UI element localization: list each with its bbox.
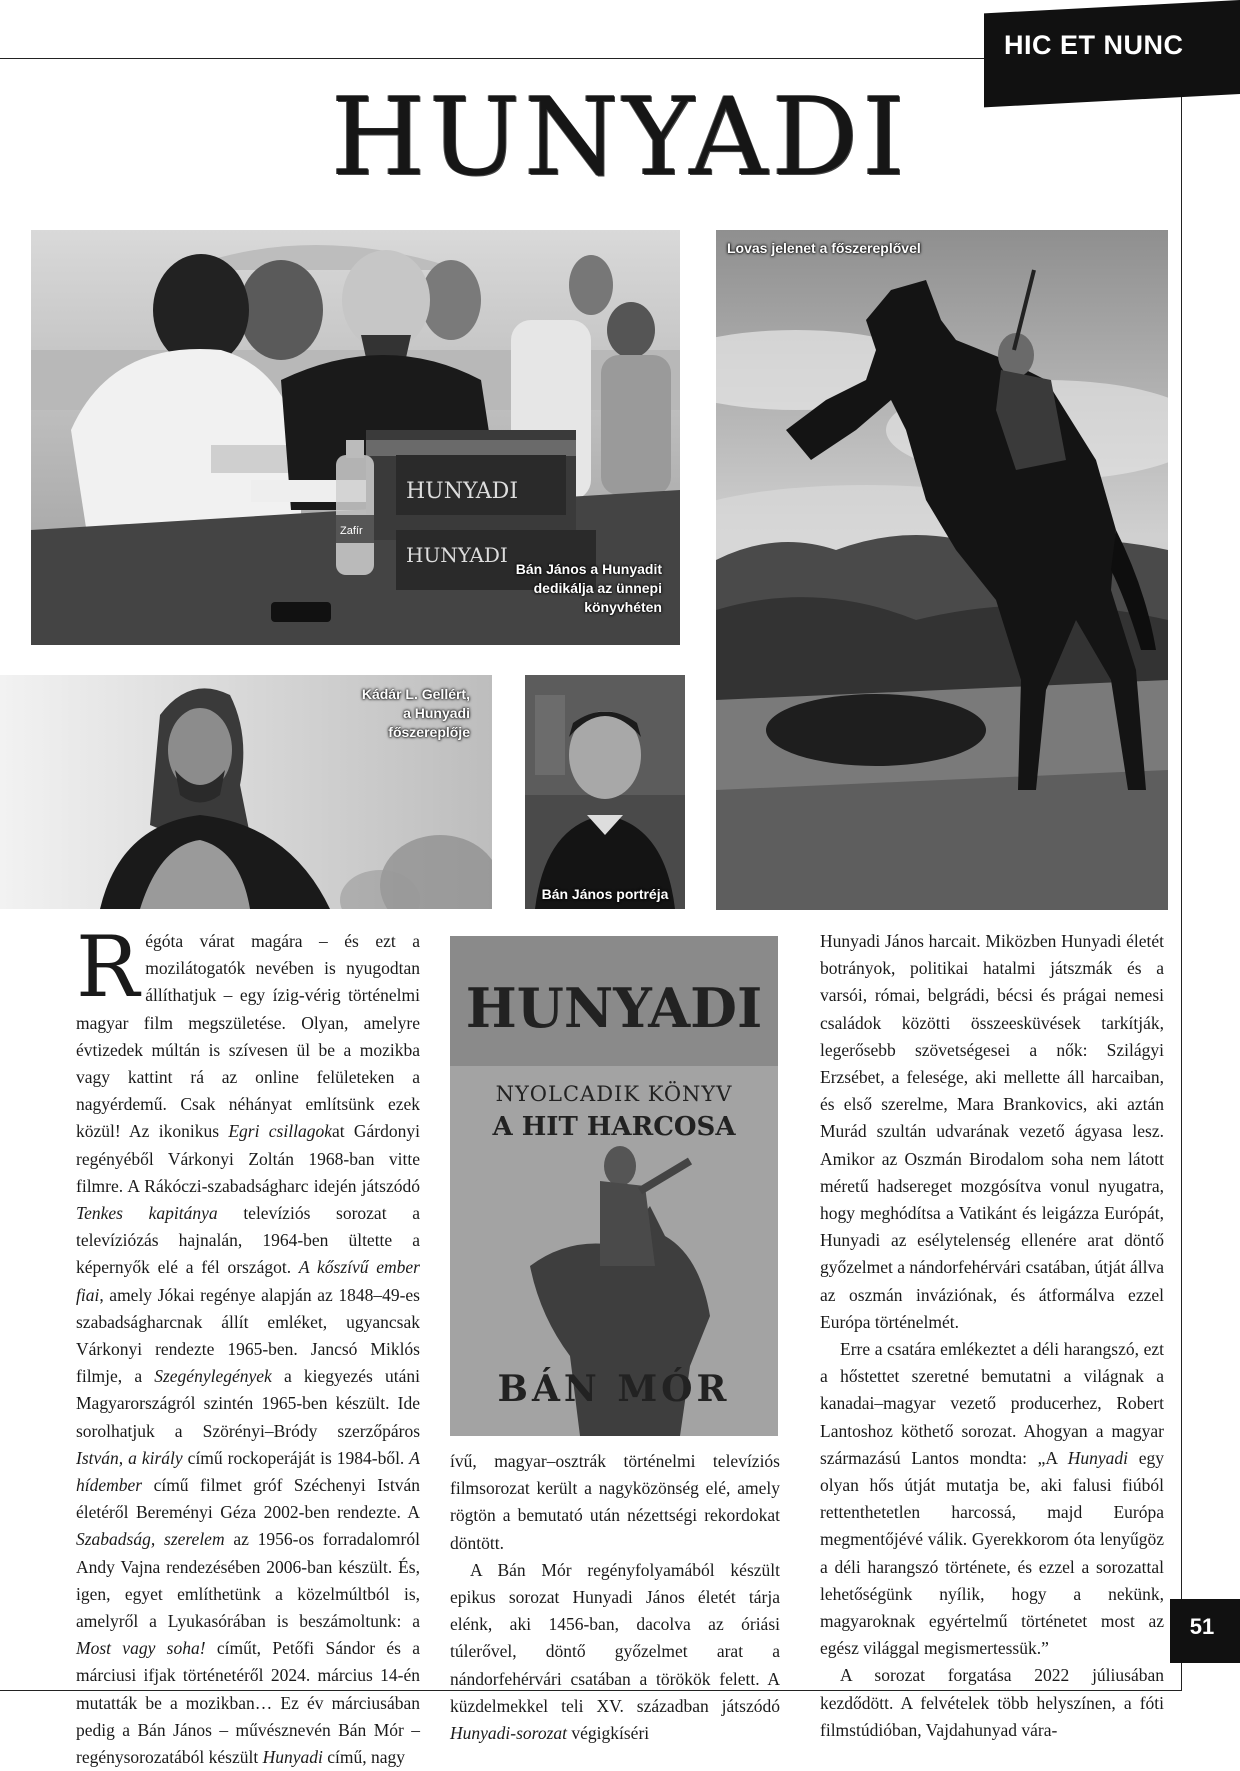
article-column-2	[450, 1448, 780, 1747]
italic-title: Tenkes kapitánya	[76, 1203, 218, 1224]
caption-signing-line-1: Bán János a Hunyadit	[515, 561, 662, 577]
column-1-text: égóta várat magára – és ezt a mozilátogatók nevében is nyugodtan állíthatjuk – egy ízig-vérig történelmi magyar film megszületése. Olyan, amelyre évtizedek múltán is szívesen ül be a mozikba vagy kattint rá az online felületeken a nagyérdemű. Csak néhányat említsünk ezek közül! Az ikonikus Egri csillagokat Gárdonyi regényéből Várkonyi Zoltán 1968-ban vitte filmre. A Rákóczi-szabadságharc idején játszódó Tenkes kapitánya televíziós sorozat a televíziózás hajnalán, 1964-ben ültette a képernyők elé a fél országot. A kőszívű ember fiai, amely Jókai regénye alapján az 1848–49-es szabadságharcnak állít emléket, ugyancsak Várkonyi rendezte 1965-ben. Jancsó Miklós filmje, a Szegénylegények a kiegyezés utáni Magyarországról szintén 1965-ben készült. Ide sorolhatjuk a Szörényi–Bródy szerzőpáros István, a király című rockoperáját is 1984-ből. A hídember című filmet gróf Széchenyi István életéről Bereményi Géza 2002-ben rendezte. A Szabadság, szerelem az 1956-os forradalomról Andy Vajna rendezésében 2006-ban készült. És, igen, egyet említhetünk a közelmúltból is, amelyről a Lyukasórában is beszámoltunk: a Most vagy soha! címűt, Petőfi Sándor és a márciusi ifjak történetéről 2024. március 14-én mutatták be a mozikban… Ez év márciusában pedig a Bán János – művésznevén Bán Mór – regénysorozatából készült Hunyadi című, nagy	[76, 931, 420, 1768]
italic-title: Egri csillagok	[228, 1121, 332, 1142]
photo-horse-scene	[716, 230, 1168, 910]
italic-title: A kőszívű ember fiai	[76, 1257, 420, 1305]
book-cover	[450, 936, 778, 1436]
caption-actor-line-1: Kádár L. Gellért,	[361, 686, 470, 702]
italic-title: Szegénylegények	[154, 1366, 272, 1387]
right-rule	[1181, 58, 1182, 1690]
book-cover-title: HUNYADI	[465, 976, 763, 1040]
column-3-paragraph-1: Hunyadi János harcait. Miközben Hunyadi életét botrányok, politikai hatalmi játszmák és a varsói, római, belgrádi, bécsi és prágai nemesi családok közötti összeesküvések tarkítják, legerősebb szövetségesei a nők: Szilágyi Erzsébet, a felesége, aki mellette áll harcaiban, és első szerelme, Mara Brankovics, aki aztán Murád szultán udvarának vezető ágyasa lesz. Amikor az Oszmán Birodalom soha nem látott méretű hadsereget mozgósítva vonul nyugatra, hogy meghódítsa a Vatikánt és leigázza Európát, Hunyadi az esélytelenség ellenére arat döntő győzelmet a nándorfehérvári csatában, útját állva az oszmán inváziónak, és átformálva ezzel Európa történelmét.	[820, 931, 1165, 1332]
headline: HUNYADI	[331, 75, 909, 200]
book-cover-author: BÁN MÓR	[497, 1368, 731, 1410]
italic-title: A hídember	[76, 1447, 420, 1496]
italic-title: Hunyadi-sorozat	[450, 1723, 567, 1744]
book-cover-volume: NYOLCADIK KÖNYV	[495, 1082, 733, 1106]
caption-signing-line-3: könyvhéten	[584, 599, 662, 615]
italic-title: Hunyadi	[262, 1747, 323, 1768]
caption-actor	[300, 685, 470, 742]
caption-signing-line-2: dedikálja az ünnepi	[533, 580, 662, 596]
caption-signing	[440, 560, 662, 617]
column-2-paragraph-2: A Bán Mór regényfolyamából készült epikus sorozat Hunyadi János életét tárja elénk, aki 1456-ban, dacolva az óriási túlerővel, döntő győzelmet arat a nándorfehérvári csatában a törökök felett. A küzdelmekkel teli XV. században játszódó Hunyadi-sorozat végigkíséri	[450, 1559, 780, 1744]
italic-title: Szabadság, szerelem	[76, 1529, 225, 1550]
photo-portrait	[525, 675, 685, 909]
caption-actor-line-2: a Hunyadi	[403, 705, 470, 721]
column-2-paragraph-1: ívű, magyar–osztrák történelmi televíziós filmsorozat került a nagyközönség elé, amely rögtön a bemutató után nézettségi rekordokat döntött.	[450, 1451, 780, 1553]
book-spine-text-1: HUNYADI	[406, 479, 519, 504]
column-3-paragraph-3: A sorozat forgatása 2022 júliusában kezdődött. A felvételek több helyszínen, a fóti filmstúdióban, Vajdahunyad vára-	[820, 1665, 1164, 1740]
caption-portrait: Bán János portréja	[541, 886, 669, 902]
book-cover-subtitle: A HIT HARCOSA	[492, 1112, 736, 1142]
bottle-label: Zafír	[340, 525, 363, 537]
section-tag: HIC ET NUNC	[1004, 30, 1184, 60]
caption-horse: Lovas jelenet a főszereplővel	[727, 240, 921, 256]
italic-title: Hunyadi	[1067, 1447, 1129, 1468]
column-3-paragraph-2: Erre a csatára emlékeztet a déli harangszó, ezt a hőstettet szeretné bemutatni a világnak a kanadai–magyar vezető producerhez, Robert Lantoshoz köthető sorozat. Ahogyan a magyar származású Lantos mondta: „A Hunyadi egy olyan hős útját mutatja be, aki falusi fiúból rettenthetetlen harcossá, majd Európa megmentőjévé válik. Gyerekkorom óta lenyűgöz a déli harangszó története, és ezzel a sorozattal lehetőségünk nyílik, hogy a nekünk, magyaroknak egyértelmű történetet most az egész világgal megismertessük.”	[820, 1339, 1164, 1659]
article-column-3	[820, 928, 1164, 1744]
article-column-1	[76, 918, 420, 1771]
italic-title: Most vagy soha!	[76, 1638, 206, 1659]
page-number: 51	[1189, 1614, 1215, 1639]
book-spine-text-2: HUNYADI	[406, 543, 508, 567]
drop-cap: R	[76, 918, 140, 1016]
italic-title: István, a király	[76, 1447, 183, 1468]
caption-actor-line-3: főszereplője	[388, 724, 470, 740]
